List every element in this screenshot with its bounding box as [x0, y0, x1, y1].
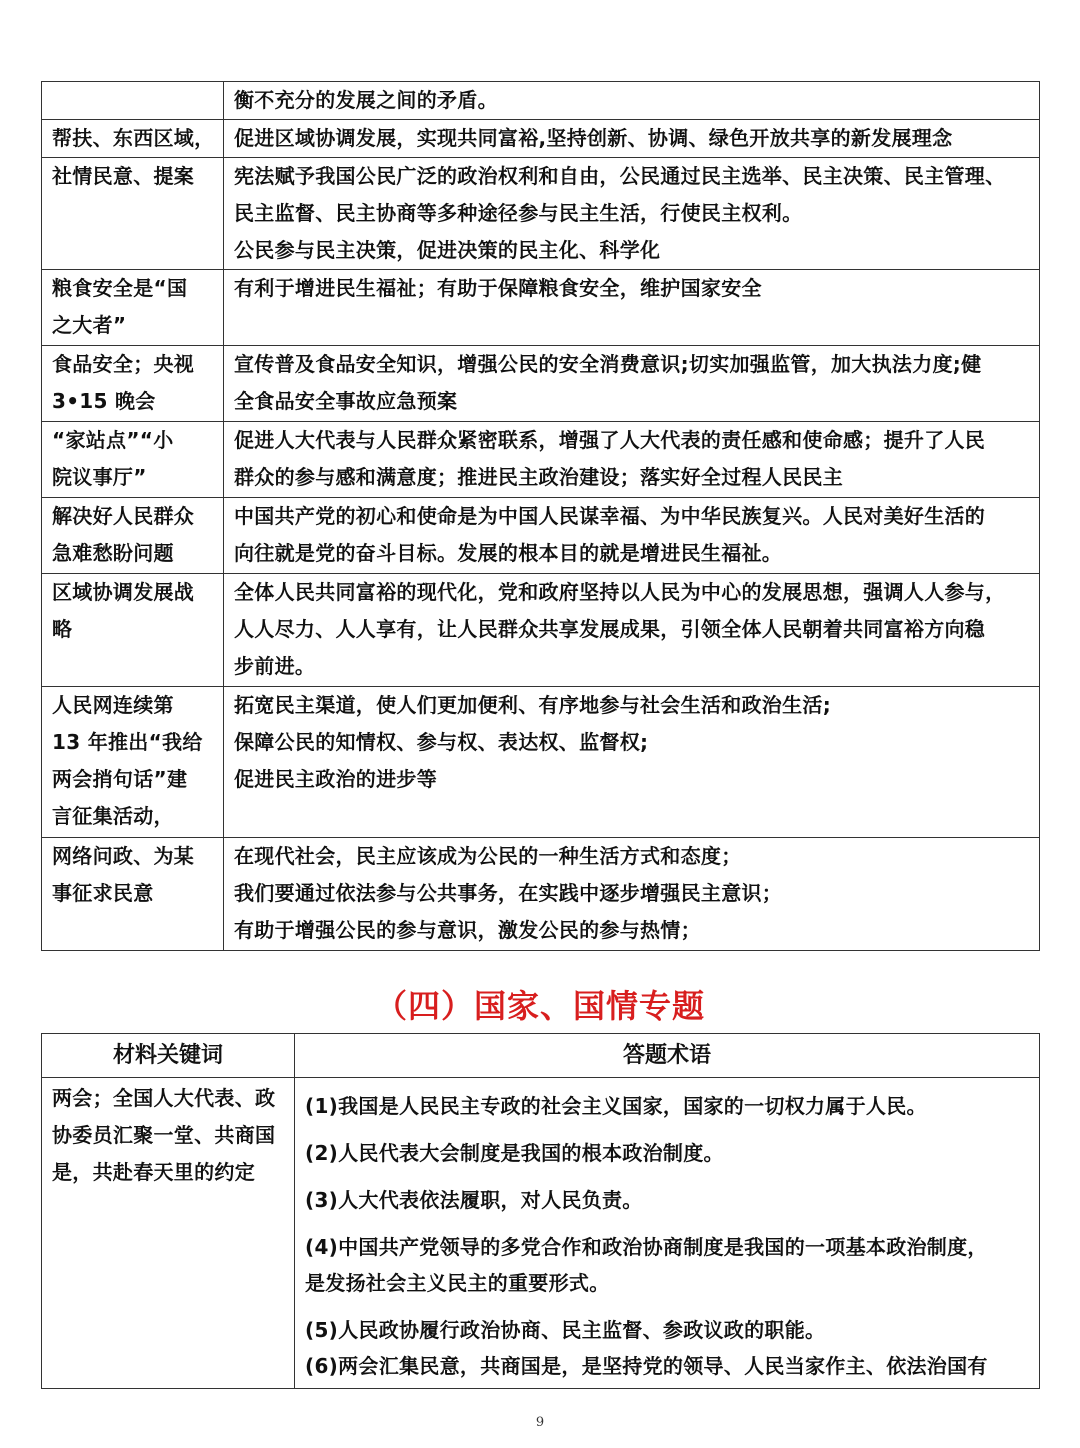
- table-row: [42, 687, 1040, 838]
- answer-item: (3)人大代表依法履职，对人民负责。: [305, 1188, 643, 1212]
- answer-item: (5)人民政协履行政治协商、民主监督、参政议政的职能。: [305, 1318, 826, 1342]
- answer-line: 拓宽民主渠道，使人们更加便利、有序地参与社会生活和政治生活;: [234, 693, 831, 717]
- keyword-line: 13 年推出“我给: [52, 730, 203, 754]
- answer-cell: [224, 270, 1040, 346]
- keyword-line: “家站点”“小: [52, 428, 174, 452]
- keyword-cell: [42, 1078, 295, 1389]
- keyword-cell: [42, 120, 224, 158]
- keyword-line: 食品安全；央视: [52, 352, 195, 376]
- answer-line: 群众的参与感和满意度；推进民主政治建设；落实好全过程人民民主: [234, 465, 843, 489]
- answer-cell: [224, 158, 1040, 270]
- keyword-line: 社情民意、提案: [52, 164, 195, 188]
- keyword-line: 两会捎句话”建: [52, 767, 188, 791]
- header-keyword: 材料关键词: [42, 1034, 295, 1078]
- table-row: [42, 270, 1040, 346]
- answer-cell: [224, 82, 1040, 120]
- table-row: [42, 838, 1040, 951]
- answer-line: 公民参与民主决策，促进决策的民主化、科学化: [234, 238, 661, 262]
- answer-item: (4)中国共产党领导的多党合作和政治协商制度是我国的一项基本政治制度，: [305, 1235, 988, 1259]
- header-row: [42, 1034, 1040, 1078]
- answer-line: 衡不充分的发展之间的矛盾。: [234, 88, 498, 112]
- answer-line: 全体人民共同富裕的现代化，党和政府坚持以人民为中心的发展思想，强调人人参与，: [234, 580, 1006, 604]
- table-row: [42, 498, 1040, 574]
- table-row: [42, 120, 1040, 158]
- keyword-line: 之大者”: [52, 313, 127, 337]
- keyword-line: 协委员汇聚一堂、共商国: [52, 1123, 276, 1147]
- keyword-line: 粮食安全是“国: [52, 276, 188, 300]
- table-header: [42, 1034, 1040, 1078]
- keyword-line: 网络问政、为某: [52, 844, 195, 868]
- answer-line: 保障公民的知情权、参与权、表达权、监督权;: [234, 730, 649, 754]
- keyword-line: 两会；全国人大代表、政: [52, 1086, 276, 1110]
- answer-cell: [224, 498, 1040, 574]
- answer-terms-table-bottom: [41, 1033, 1040, 1389]
- keyword-line: 区域协调发展战: [52, 580, 195, 604]
- keyword-cell: [42, 574, 224, 687]
- answer-line: 有助于增强公民的参与意识，激发公民的参与热情；: [234, 918, 701, 942]
- answer-line: 在现代社会，民主应该成为公民的一种生活方式和态度；: [234, 844, 742, 868]
- keyword-cell: [42, 82, 224, 120]
- answer-line: 有利于增进民生福祉；有助于保障粮食安全，维护国家安全: [234, 276, 762, 300]
- answer-cell: [224, 120, 1040, 158]
- keyword-cell: [42, 158, 224, 270]
- table-body: [42, 1078, 1040, 1389]
- answer-cell: [295, 1078, 1040, 1389]
- keyword-cell: [42, 687, 224, 838]
- table-body: [42, 82, 1040, 951]
- answer-line: 宪法赋予我国公民广泛的政治权利和自由，公民通过民主选举、民主决策、民主管理、: [234, 164, 1006, 188]
- answer-item: (1)我国是人民民主专政的社会主义国家，国家的一切权力属于人民。: [305, 1094, 927, 1118]
- keyword-cell: [42, 346, 224, 422]
- answer-item: (6)两会汇集民意，共商国是，是坚持党的领导、人民当家作主、依法治国有: [305, 1354, 988, 1378]
- keyword-cell: [42, 498, 224, 574]
- keyword-cell: [42, 838, 224, 951]
- answer-line: 促进民主政治的进步等: [234, 767, 437, 791]
- keyword-line: 事征求民意: [52, 881, 154, 905]
- answer-terms-table-top: [41, 81, 1040, 951]
- answer-line: 人人尽力、人人享有，让人民群众共享发展成果，引领全体人民朝着共同富裕方向稳: [234, 617, 986, 641]
- answer-cell: [224, 574, 1040, 687]
- keyword-line: 院议事厅”: [52, 465, 147, 489]
- section-title: （四）国家、国情专题: [374, 987, 705, 1025]
- keyword-line: 3•15 晚会: [52, 389, 156, 413]
- answer-line: 全食品安全事故应急预案: [234, 389, 458, 413]
- keyword-cell: [42, 270, 224, 346]
- answer-cell: [224, 687, 1040, 838]
- answer-line: 促进人大代表与人民群众紧密联系，增强了人大代表的责任感和使命感；提升了人民: [234, 428, 986, 452]
- answer-cell: [224, 422, 1040, 498]
- table-row: [42, 346, 1040, 422]
- answer-line: 我们要通过依法参与公共事务，在实践中逐步增强民主意识；: [234, 881, 783, 905]
- answer-line: 民主监督、民主协商等多种途径参与民主生活，行使民主权利。: [234, 201, 803, 225]
- keyword-line: 人民网连续第: [52, 693, 174, 717]
- keyword-line: 帮扶、东西区域，: [52, 126, 215, 150]
- keyword-cell: [42, 422, 224, 498]
- answer-line: 宣传普及食品安全知识，增强公民的安全消费意识;切实加强监管，加大执法力度;健: [234, 352, 982, 376]
- answer-line: 向往就是党的奋斗目标。发展的根本目的就是增进民生福祉。: [234, 541, 783, 565]
- answer-item: (2)人民代表大会制度是我国的根本政治制度。: [305, 1141, 724, 1165]
- page-number: 9: [535, 1415, 545, 1430]
- header-answer: 答题术语: [295, 1034, 1040, 1078]
- answer-cell: [224, 838, 1040, 951]
- table-row: [42, 158, 1040, 270]
- keyword-line: 言征集活动，: [52, 804, 174, 828]
- keyword-line: 略: [52, 617, 73, 641]
- answer-line: 步前进。: [234, 654, 316, 678]
- table-row: [42, 82, 1040, 120]
- keyword-line: 解决好人民群众: [52, 504, 195, 528]
- table-row: [42, 1078, 1040, 1389]
- answer-cell: [224, 346, 1040, 422]
- table-row: [42, 574, 1040, 687]
- answer-line: 促进区域协调发展，实现共同富裕,坚持创新、协调、绿色开放共享的新发展理念: [234, 126, 953, 150]
- keyword-line: 急难愁盼问题: [52, 541, 174, 565]
- answer-line: 中国共产党的初心和使命是为中国人民谋幸福、为中华民族复兴。人民对美好生活的: [234, 504, 986, 528]
- answer-item: 是发扬社会主义民主的重要形式。: [305, 1271, 610, 1295]
- keyword-line: 是，共赴春天里的约定: [52, 1160, 255, 1184]
- table-row: [42, 422, 1040, 498]
